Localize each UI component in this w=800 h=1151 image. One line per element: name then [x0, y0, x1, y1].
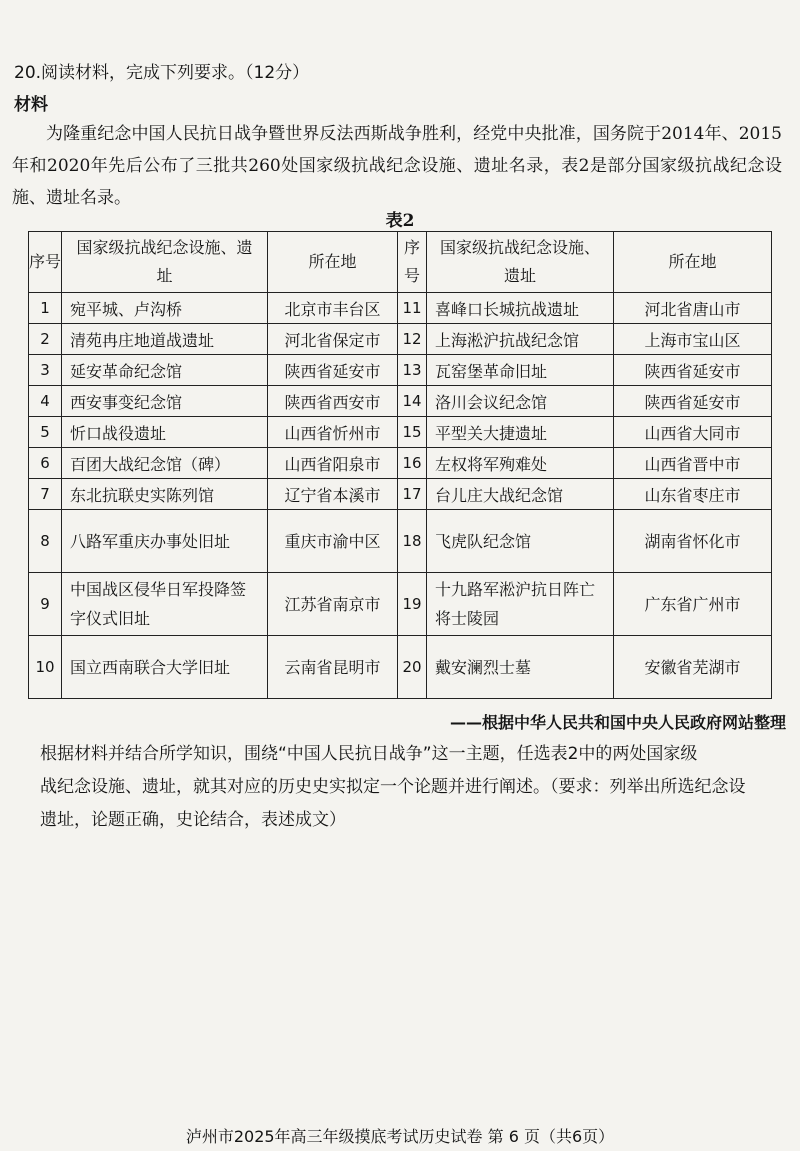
sites-table [28, 231, 772, 699]
row-location: 辽宁省本溪市 [268, 479, 398, 510]
row-location: 重庆市渝中区 [268, 510, 398, 573]
header-site: 国家级抗战纪念设施、遗址 [427, 232, 614, 293]
table-row [29, 479, 772, 510]
header-location: 所在地 [614, 232, 772, 293]
row-num: 15 [398, 417, 427, 448]
row-num: 14 [398, 386, 427, 417]
table-row [29, 636, 772, 699]
row-location: 山西省大同市 [614, 417, 772, 448]
material-label: 材料 [14, 95, 48, 115]
row-num: 1 [29, 293, 62, 324]
row-site: 喜峰口长城抗战遗址 [427, 293, 614, 324]
row-location: 河北省保定市 [268, 324, 398, 355]
row-site: 八路军重庆办事处旧址 [62, 510, 268, 573]
table-row [29, 293, 772, 324]
row-location: 陕西省延安市 [614, 386, 772, 417]
row-location: 安徽省芜湖市 [614, 636, 772, 699]
row-num: 11 [398, 293, 427, 324]
row-num: 16 [398, 448, 427, 479]
row-site: 百团大战纪念馆（碑） [62, 448, 268, 479]
row-num: 19 [398, 573, 427, 636]
table-row [29, 448, 772, 479]
row-location: 山西省晋中市 [614, 448, 772, 479]
row-location: 上海市宝山区 [614, 324, 772, 355]
table-caption: 表2 [385, 211, 415, 231]
row-site: 国立西南联合大学旧址 [62, 636, 268, 699]
row-site: 东北抗联史实陈列馆 [62, 479, 268, 510]
row-site: 忻口战役遗址 [62, 417, 268, 448]
row-location: 北京市丰台区 [268, 293, 398, 324]
table-row [29, 355, 772, 386]
row-num: 6 [29, 448, 62, 479]
row-site: 平型关大捷遗址 [427, 417, 614, 448]
prompt-line: 根据材料并结合所学知识，围绕“中国人民抗日战争”这一主题，任选表2中的两处国家级 [40, 744, 698, 764]
row-site: 清苑冉庄地道战遗址 [62, 324, 268, 355]
row-num: 13 [398, 355, 427, 386]
row-site: 宛平城、卢沟桥 [62, 293, 268, 324]
material-intro: 为隆重纪念中国人民抗日战争暨世界反法西斯战争胜利，经党中央批准，国务院于2014年、2015年和2020年先后公布了三批共260处国家级抗战纪念设施、遗址名录，表2是部分国家级抗战纪念设施、遗址名录。 [12, 124, 782, 208]
row-site: 飞虎队纪念馆 [427, 510, 614, 573]
row-num: 12 [398, 324, 427, 355]
header-num: 序号 [398, 232, 427, 293]
page-footer: 泸州市2025年高三年级摸底考试历史试卷 第 6 页（共6页） [185, 1127, 615, 1146]
row-num: 7 [29, 479, 62, 510]
row-num: 17 [398, 479, 427, 510]
table-row [29, 324, 772, 355]
row-site: 上海淞沪抗战纪念馆 [427, 324, 614, 355]
row-location: 广东省广州市 [614, 573, 772, 636]
row-location: 陕西省西安市 [268, 386, 398, 417]
row-num: 10 [29, 636, 62, 699]
row-num: 4 [29, 386, 62, 417]
source-note: ——根据中华人民共和国中央人民政府网站整理 [449, 713, 786, 732]
row-num: 9 [29, 573, 62, 636]
row-site: 十九路军淞沪抗日阵亡将士陵园 [427, 573, 614, 636]
row-location: 江苏省南京市 [268, 573, 398, 636]
table-row [29, 510, 772, 573]
header-location: 所在地 [268, 232, 398, 293]
row-site: 西安事变纪念馆 [62, 386, 268, 417]
row-site: 延安革命纪念馆 [62, 355, 268, 386]
row-site: 中国战区侵华日军投降签字仪式旧址 [62, 573, 268, 636]
prompt-line: 遗址，论题正确，史论结合，表述成文） [40, 810, 346, 830]
table-row [29, 573, 772, 636]
row-num: 3 [29, 355, 62, 386]
row-site: 瓦窑堡革命旧址 [427, 355, 614, 386]
row-location: 山东省枣庄市 [614, 479, 772, 510]
row-num: 8 [29, 510, 62, 573]
row-site: 左权将军殉难处 [427, 448, 614, 479]
row-num: 5 [29, 417, 62, 448]
question-title: 20.阅读材料，完成下列要求。（12分） [14, 63, 310, 83]
row-num: 18 [398, 510, 427, 573]
row-location: 河北省唐山市 [614, 293, 772, 324]
row-location: 陕西省延安市 [614, 355, 772, 386]
table-header-row [29, 232, 772, 293]
row-location: 湖南省怀化市 [614, 510, 772, 573]
prompt-line: 战纪念设施、遗址，就其对应的历史史实拟定一个论题并进行阐述。（要求：列举出所选纪念设 [40, 777, 746, 797]
row-site: 戴安澜烈士墓 [427, 636, 614, 699]
row-location: 云南省昆明市 [268, 636, 398, 699]
question-prompt [40, 738, 790, 837]
header-num: 序号 [29, 232, 62, 293]
table-row [29, 417, 772, 448]
row-num: 2 [29, 324, 62, 355]
table-row [29, 386, 772, 417]
row-num: 20 [398, 636, 427, 699]
header-site: 国家级抗战纪念设施、遗址 [62, 232, 268, 293]
row-site: 洛川会议纪念馆 [427, 386, 614, 417]
row-location: 陕西省延安市 [268, 355, 398, 386]
row-site: 台儿庄大战纪念馆 [427, 479, 614, 510]
row-location: 山西省忻州市 [268, 417, 398, 448]
row-location: 山西省阳泉市 [268, 448, 398, 479]
